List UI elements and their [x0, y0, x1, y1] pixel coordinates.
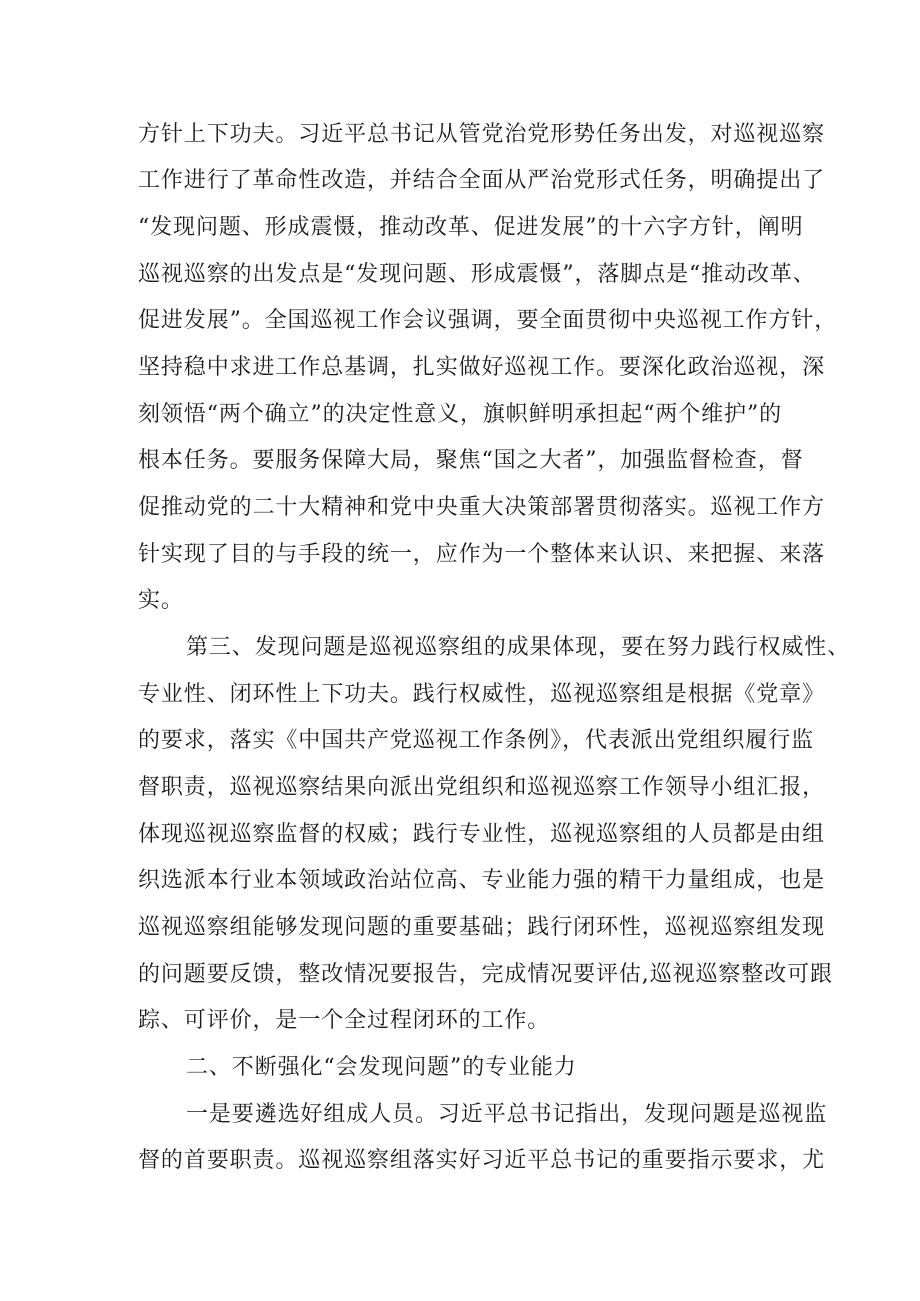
text-line-3: “发现问题、形成震慑，推动改革、促进发展”的十六字方针，阐明: [138, 215, 804, 240]
text-line-6: 坚持稳中求进工作总基调，扎实做好巡视工作。要深化政治巡视，深: [138, 355, 826, 380]
text-line-7: 刻领悟“两个确立”的决定性意义，旗帜鲜明承担起“两个维护”的: [138, 402, 782, 427]
text-line-12: 第三、发现问题是巡视巡察组的成果体现，要在努力践行权威性、: [186, 635, 851, 660]
text-line-16: 体现巡视巡察监督的权威；践行专业性，巡视巡察组的人员都是由组: [138, 822, 826, 847]
text-line-8: 根本任务。要服务保障大局，聚焦“国之大者”，加强监督检查，督: [138, 448, 804, 473]
text-line-14: 的要求，落实《中国共产党巡视工作条例》，代表派出党组织履行监: [138, 728, 815, 753]
text-line-1: 方针上下功夫。习近平总书记从管党治党形势任务出发，对巡视巡察: [138, 122, 826, 147]
text-line-11: 实。: [138, 588, 184, 613]
text-line-2: 工作进行了革命性改造，并结合全面从严治党形式任务，明确提出了: [138, 168, 826, 193]
text-line-13: 专业性、闭环性上下功夫。践行权威性，巡视巡察组是根据《党章》: [138, 682, 826, 707]
section-heading: 二、不断强化“会发现问题”的专业能力: [186, 1055, 577, 1080]
text-line-15: 督职责，巡视巡察结果向派出党组织和巡视巡察工作领导小组汇报，: [138, 775, 826, 800]
text-line-23: 督的首要职责。巡视巡察组落实好习近平总书记的重要指示要求，尤: [138, 1148, 826, 1173]
text-line-10: 针实现了目的与手段的统一，应作为一个整体来认识、来把握、来落: [138, 542, 826, 567]
text-line-5: 促进发展”。全国巡视工作会议强调，要全面贯彻中央巡视工作方针，: [138, 308, 838, 333]
text-line-18: 巡视巡察组能够发现问题的重要基础；践行闭环性，巡视巡察组发现: [138, 915, 826, 940]
text-line-20: 踪、可评价，是一个全过程闭环的工作。: [138, 1008, 551, 1033]
text-line-9: 促推动党的二十大精神和党中央重大决策部署贯彻落实。巡视工作方: [138, 495, 826, 520]
text-line-19: 的问题要反馈，整改情况要报告，完成情况要评估,巡视巡察整改可跟: [138, 962, 833, 987]
text-line-22: 一是要遴选好组成人员。习近平总书记指出，发现问题是巡视监: [186, 1102, 828, 1127]
text-line-4: 巡视巡察的出发点是“发现问题、形成震慑”，落脚点是“推动改革、: [138, 262, 816, 287]
text-line-17: 织选派本行业本领域政治站位高、专业能力强的精干力量组成，也是: [138, 868, 826, 893]
